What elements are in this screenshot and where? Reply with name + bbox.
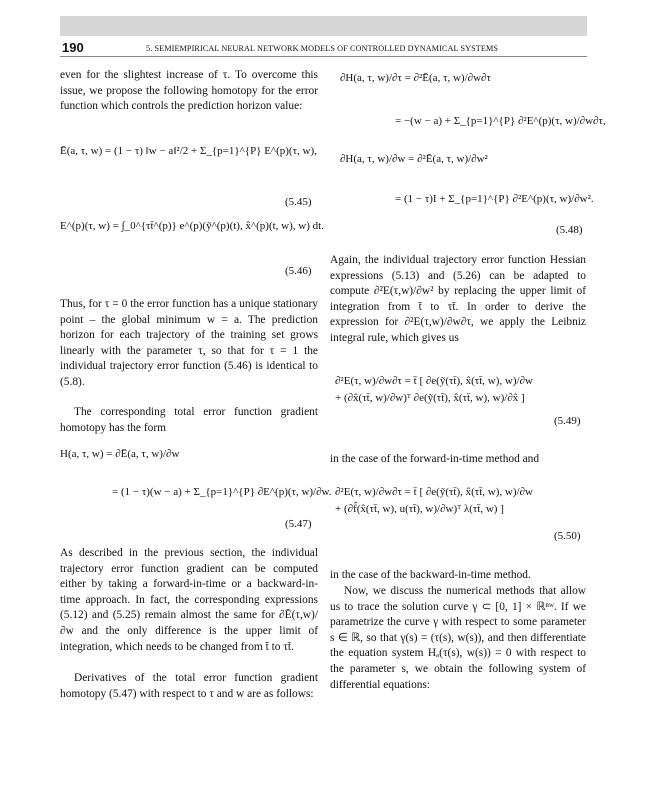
running-head: 5. SEMIEMPIRICAL NEURAL NETWORK MODELS OF CONTROLLED DYNAMICAL SYSTEMS: [146, 44, 499, 53]
eq-label-5-46: (5.46): [285, 265, 312, 277]
equation-5-48-line-4: = (1 − τ)I + Σ_{p=1}^{P} ∂²E^(p)(τ, w)/∂w².: [395, 193, 594, 205]
equation-5-48-line-2: = −(w − a) + Σ_{p=1}^{P} ∂²E^(p)(τ, w)/∂w∂τ,: [395, 115, 606, 127]
right-para-4: Now, we discuss the numerical methods that allow us to trace the solution curve γ ⊂ [0, 1] × ℝⁿʷ. If we parametrize the curve γ with respect to some parameter s ∈ ℝ, so that γ(s) = (τ(s), w(s)), and then differentiate the equation system Hₐ(τ(s), w(s)) = 0 with respect to the parameter s, we obtain the following system of differential equations:: [330, 585, 586, 691]
header-rule: [60, 56, 587, 57]
eq-label-5-47: (5.47): [285, 518, 312, 530]
left-para-2: Thus, for τ = 0 the error function has a unique stationary point – the global minimum w = a. The prediction horizon for each trajectory of the training set grows linearly with the parameter τ, so that for τ = 1 the individual trajectory error function (5.46) is identical to (5.8).: [60, 298, 318, 388]
right-para-3: in the case of the backward-in-time method.: [330, 569, 531, 581]
page-number: 190: [62, 40, 84, 55]
equation-5-46: E^(p)(τ, w) = ∫_0^{τt̄^(p)} e^(p)(ỹ^(p)(t), x̂^(p)(t, w), w) dt.: [60, 220, 324, 232]
equation-5-48-line-3: ∂H(a, τ, w)/∂w = ∂²Ē(a, τ, w)/∂w²: [340, 153, 488, 165]
equation-5-47-line-1: H(a, τ, w) = ∂Ē(a, τ, w)/∂w: [60, 448, 180, 460]
left-para-1: even for the slightest increase of τ. To overcome this issue, we propose the following homotopy for the error function which controls the prediction horizon value:: [60, 69, 318, 113]
eq-label-5-48: (5.48): [556, 224, 583, 236]
equation-5-48-line-1: ∂H(a, τ, w)/∂τ = ∂²Ē(a, τ, w)/∂w∂τ: [340, 72, 491, 84]
right-para-1: Again, the individual trajectory error function Hessian expressions (5.13) and (5.26) can be adapted to compute ∂²E(τ,w)/∂w² by replacing the upper limit of integration from t̄ to τt̄. In order to derive the expression for ∂²E(τ,w)/∂w∂τ, we apply the Leibniz integral rule, which gives us: [330, 254, 586, 344]
equation-5-49: ∂²E(τ, w)/∂w∂τ = t̄ [ ∂e(ỹ(τt̄), x̂(τt̄, w), w)/∂w + (∂x̂(τt̄, w)/∂w)ᵀ ∂e(ỹ(τt̄), x̂(τt̄, w), w)/∂x̂ ]: [335, 375, 533, 404]
eq-label-5-50: (5.50): [554, 530, 581, 542]
eq-label-5-49: (5.49): [554, 415, 581, 427]
header-bar: [60, 16, 587, 36]
equation-5-45: Ē(a, τ, w) = (1 − τ) ‖w − a‖²/2 + Σ_{p=1}^{P} E^(p)(τ, w),: [60, 145, 317, 157]
left-para-3: The corresponding total error function gradient homotopy has the form: [60, 406, 318, 434]
right-para-2: in the case of the forward-in-time method and: [330, 453, 540, 465]
eq-label-5-45: (5.45): [285, 196, 312, 208]
left-para-4: As described in the previous section, the individual trajectory error function gradient can be computed either by taking a forward-in-time or a backward-in-time approach. In fact, the corresponding expressions (5.12) and (5.25) remain almost the same for ∂Ē(τ,w)/∂w and the only difference is the upper limit of integration, which needs to be changed from t̄ to τt̄.: [60, 547, 318, 653]
equation-5-47-line-2: = (1 − τ)(w − a) + Σ_{p=1}^{P} ∂E^(p)(τ, w)/∂w.: [112, 486, 332, 498]
left-para-5: Derivatives of the total error function gradient homotopy (5.47) with respect to τ and w are as follows:: [60, 672, 318, 700]
equation-5-50: ∂²E(τ, w)/∂w∂τ = t̄ [ ∂e(ỹ(τt̄), x̂(τt̄, w), w)/∂w + (∂f̂(x̂(τt̄, w), u(τt̄), w)/∂w)ᵀ λ(τt̄, w) ]: [335, 486, 533, 515]
